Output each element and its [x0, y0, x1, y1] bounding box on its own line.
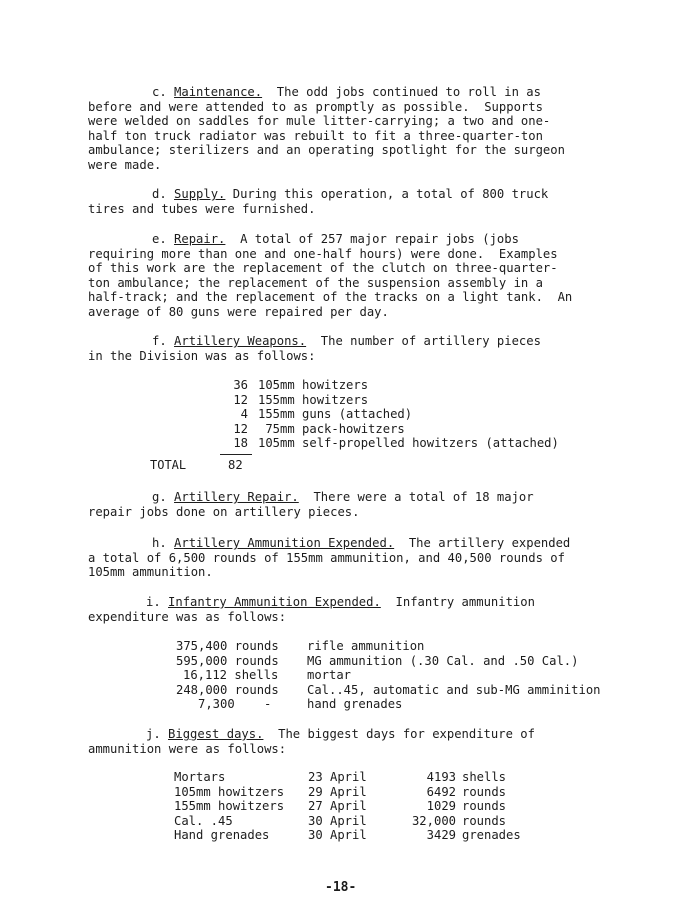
table-row [174, 770, 524, 785]
amount: 6492 [426, 784, 456, 799]
quantity: 7,300 - [198, 697, 272, 712]
date: 30 April [308, 828, 367, 843]
amount: 3429 [426, 828, 456, 843]
text-line: were welded on saddles for mule litter-carrying; a two and one- [88, 114, 551, 129]
section-infantry-ammunition [88, 595, 608, 624]
text-line: Infantry ammunition [395, 595, 535, 609]
artillery-pieces-table [200, 378, 620, 451]
text-line: repair jobs done on artillery pieces. [88, 504, 360, 519]
date: 29 April [308, 784, 367, 799]
quantity: 375,400 rounds [176, 639, 279, 653]
ammunition-type: mortar [307, 668, 352, 683]
piece-count: 12 [233, 421, 248, 436]
text-line: requiring more than one and one-half hours) were done. Examples [88, 246, 558, 261]
date: 27 April [308, 799, 367, 814]
section-marker: d. [152, 187, 167, 201]
item: 155mm howitzers [174, 799, 285, 814]
text-line: in the Division was as follows: [88, 348, 316, 363]
text-line: There were a total of 18 major [313, 490, 534, 504]
ammunition-type: hand grenades [307, 697, 403, 712]
ammunition-type: Cal..45, automatic and sub-MG amminition [307, 682, 601, 697]
table-row [200, 436, 620, 451]
item: Hand grenades [174, 828, 270, 843]
section-maintenance [88, 85, 608, 173]
piece-count: 4 [240, 407, 248, 422]
table-row [200, 378, 620, 393]
section-heading: Maintenance. [174, 85, 263, 99]
text-line: ammunition were as follows: [88, 741, 287, 756]
piece-description: 75mm pack-howitzers [258, 421, 405, 436]
table-row [172, 639, 612, 654]
text-line: half ton truck radiator was rebuilt to fit a three-quarter-ton [88, 128, 543, 143]
date: 23 April [308, 770, 367, 784]
text-line: The artillery expended [408, 536, 571, 550]
text-line: expenditure was as follows: [88, 609, 287, 624]
text-line: The odd jobs continued to roll in as [276, 85, 541, 99]
section-artillery-repair [88, 490, 608, 519]
quantity: 248,000 rounds [176, 682, 279, 697]
text-line: before and were attended to as promptly as possible. Supports [88, 99, 543, 114]
text-line: The number of artillery pieces [320, 334, 541, 348]
table-row [172, 683, 612, 698]
piece-description: 105mm howitzers [258, 378, 369, 392]
infantry-ammunition-table [172, 639, 612, 712]
table-row [174, 828, 524, 843]
section-heading: Repair. [174, 232, 226, 246]
text-line: The biggest days for expenditure of [278, 727, 535, 741]
text-line: 105mm ammunition. [88, 565, 213, 580]
section-artillery-weapons [88, 334, 608, 363]
unit: rounds [462, 799, 507, 814]
section-repair [88, 232, 608, 320]
section-heading: Artillery Repair. [174, 490, 299, 504]
ammunition-type: rifle ammunition [307, 639, 425, 653]
table-row [172, 697, 612, 712]
section-marker: j. [146, 727, 161, 741]
table-row [172, 654, 612, 669]
date: 30 April [308, 813, 367, 828]
text-line: A total of 257 major repair jobs (jobs [240, 232, 519, 246]
section-heading: Biggest days. [168, 727, 264, 741]
section-supply [88, 187, 608, 216]
amount: 1029 [426, 799, 456, 814]
piece-count: 12 [233, 392, 248, 407]
page-number: -18- [325, 880, 357, 895]
section-biggest-days [88, 727, 608, 756]
table-row [174, 785, 524, 800]
text-line: of this work are the replacement of the clutch on three-quarter- [88, 261, 558, 276]
text-line: were made. [88, 157, 162, 172]
section-heading: Artillery Weapons. [174, 334, 307, 348]
unit: rounds [462, 813, 507, 828]
biggest-days-table [174, 770, 524, 843]
amount: 32,000 [411, 813, 456, 828]
ammunition-type: MG ammunition (.30 Cal. and .50 Cal.) [307, 653, 579, 668]
section-marker: e. [152, 232, 167, 246]
table-row [200, 393, 620, 408]
section-heading: Infantry Ammunition Expended. [168, 595, 381, 609]
item: 105mm howitzers [174, 784, 285, 799]
piece-description: 155mm howitzers [258, 392, 369, 407]
table-row [174, 799, 524, 814]
section-marker: g. [152, 490, 167, 504]
total-label: TOTAL [150, 458, 187, 472]
piece-count: 36 [233, 378, 248, 392]
table-row [200, 407, 620, 422]
piece-description: 105mm self-propelled howitzers (attached) [258, 436, 559, 451]
quantity: 16,112 shells [183, 668, 279, 683]
unit: rounds [462, 784, 507, 799]
item: Mortars [174, 770, 226, 784]
section-marker: c. [152, 85, 167, 99]
section-marker: i. [146, 595, 161, 609]
table-row [172, 668, 612, 683]
table-row [200, 422, 620, 437]
section-heading: Artillery Ammunition Expended. [174, 536, 395, 550]
text-line: ton ambulance; the replacement of the suspension assembly in a [88, 275, 543, 290]
text-line: a total of 6,500 rounds of 155mm ammunition, and 40,500 rounds of [88, 550, 565, 565]
unit: grenades [462, 828, 521, 843]
text-line: ambulance; sterilizers and an operating spotlight for the surgeon [88, 143, 565, 158]
section-artillery-ammunition [88, 536, 608, 580]
text-line: average of 80 guns were repaired per day. [88, 304, 389, 319]
section-marker: f. [152, 334, 167, 348]
unit: shells [462, 770, 507, 784]
item: Cal. .45 [174, 813, 233, 828]
text-line: tires and tubes were furnished. [88, 201, 316, 216]
total-value: 82 [228, 458, 243, 472]
piece-count: 18 [233, 436, 248, 451]
text-line: During this operation, a total of 800 truck [232, 187, 549, 201]
section-heading: Supply. [174, 187, 226, 201]
amount: 4193 [426, 770, 456, 784]
total-rule [220, 454, 252, 455]
table-row [174, 814, 524, 829]
quantity: 595,000 rounds [176, 653, 279, 668]
section-marker: h. [152, 536, 167, 550]
text-line: half-track; and the replacement of the tracks on a light tank. An [88, 290, 573, 305]
piece-description: 155mm guns (attached) [258, 407, 413, 422]
